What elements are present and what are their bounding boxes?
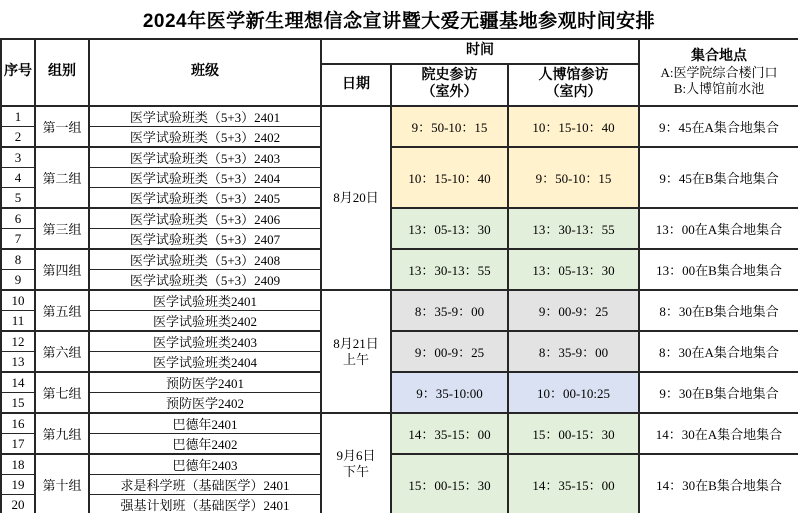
meeting-header-title: 集合地点 <box>691 48 747 64</box>
class-cell: 强基计划班（基础医学）2401 <box>89 495 321 513</box>
date-line1: 8月21日 <box>333 335 379 351</box>
col-header-group: 组别 <box>35 39 89 106</box>
class-cell: 医学试验班类（5+3）2406 <box>89 208 321 229</box>
meeting-cell: 14：30在B集合地集合 <box>639 454 798 513</box>
class-cell: 巴德年2401 <box>89 413 321 434</box>
meeting-cell: 9：45在B集合地集合 <box>639 147 798 208</box>
history-time-cell: 14：35-15：00 <box>391 413 508 454</box>
row-number-cell: 13 <box>1 352 35 373</box>
museum-time-cell: 9：00-9：25 <box>508 290 639 331</box>
row-number-cell: 9 <box>1 270 35 291</box>
history-time-cell: 9：35-10:00 <box>391 372 508 413</box>
class-cell: 医学试验班类（5+3）2409 <box>89 270 321 291</box>
group-cell: 第二组 <box>35 147 89 208</box>
row-number-cell: 18 <box>1 454 35 475</box>
class-cell: 医学试验班类（5+3）2407 <box>89 229 321 250</box>
group-cell: 第四组 <box>35 249 89 290</box>
museum-time-cell: 10：15-10：40 <box>508 106 639 147</box>
class-cell: 求是科学班（基础医学）2401 <box>89 475 321 495</box>
museum-visit-sublabel: （室内） <box>545 85 602 100</box>
col-header-class: 班级 <box>89 39 321 106</box>
row-number-cell: 7 <box>1 229 35 250</box>
group-cell: 第一组 <box>35 106 89 147</box>
meeting-cell: 8：30在B集合地集合 <box>639 290 798 331</box>
class-cell: 医学试验班类2403 <box>89 331 321 352</box>
col-header-no: 序号 <box>1 39 35 106</box>
col-header-meeting <box>639 39 798 106</box>
class-cell: 医学试验班类2404 <box>89 352 321 373</box>
meeting-cell: 13：00在A集合地集合 <box>639 208 798 249</box>
group-cell: 第七组 <box>35 372 89 413</box>
class-cell: 医学试验班类（5+3）2404 <box>89 168 321 188</box>
group-cell: 第三组 <box>35 208 89 249</box>
date-line1: 8月20日 <box>333 190 379 206</box>
museum-time-cell: 9：50-10：15 <box>508 147 639 208</box>
col-header-time: 时间 <box>321 39 639 64</box>
meeting-cell: 14：30在A集合地集合 <box>639 413 798 454</box>
row-number-cell: 6 <box>1 208 35 229</box>
history-time-cell: 10：15-10：40 <box>391 147 508 208</box>
museum-visit-label: 人博馆参访 <box>538 68 609 84</box>
row-number-cell: 2 <box>1 127 35 148</box>
row-number-cell: 15 <box>1 393 35 414</box>
page-title: 2024年医学新生理想信念宣讲暨大爱无疆基地参观时间安排 <box>142 10 656 32</box>
class-cell: 巴德年2402 <box>89 434 321 455</box>
history-time-cell: 9：50-10：15 <box>391 106 508 147</box>
meeting-cell: 13：00在B集合地集合 <box>639 249 798 290</box>
row-number-cell: 5 <box>1 188 35 209</box>
class-cell: 医学试验班类2402 <box>89 311 321 332</box>
group-cell: 第十组 <box>35 454 89 513</box>
museum-time-cell: 13：30-13：55 <box>508 208 639 249</box>
date-line1: 9月6日 <box>336 448 376 464</box>
class-cell: 医学试验班类2401 <box>89 290 321 311</box>
date-cell <box>321 290 391 413</box>
row-number-cell: 12 <box>1 331 35 352</box>
class-cell: 医学试验班类（5+3）2401 <box>89 106 321 127</box>
museum-time-cell: 10：00-10:25 <box>508 372 639 413</box>
date-line2: 下午 <box>342 464 369 479</box>
date-cell <box>321 413 391 513</box>
history-time-cell: 9：00-9：25 <box>391 331 508 372</box>
row-number-cell: 16 <box>1 413 35 434</box>
class-cell: 医学试验班类（5+3）2402 <box>89 127 321 148</box>
museum-time-cell: 15：00-15：30 <box>508 413 639 454</box>
row-number-cell: 14 <box>1 372 35 393</box>
col-header-museum-visit <box>508 64 639 106</box>
history-time-cell: 8：35-9：00 <box>391 290 508 331</box>
meeting-point-a: A:医学院综合楼门口 <box>660 65 778 80</box>
row-number-cell: 3 <box>1 147 35 168</box>
schedule-table <box>0 38 798 513</box>
class-cell: 预防医学2401 <box>89 372 321 393</box>
col-header-history-visit <box>391 64 508 106</box>
history-time-cell: 13：05-13：30 <box>391 208 508 249</box>
meeting-point-b: B:人博馆前水池 <box>673 81 765 97</box>
group-cell: 第五组 <box>35 290 89 331</box>
meeting-cell: 9：45在A集合地集合 <box>639 106 798 147</box>
history-time-cell: 15：00-15：30 <box>391 454 508 513</box>
date-line2: 上午 <box>342 351 369 367</box>
class-cell: 医学试验班类（5+3）2403 <box>89 147 321 168</box>
row-number-cell: 8 <box>1 249 35 270</box>
history-time-cell: 13：30-13：55 <box>391 249 508 290</box>
class-cell: 医学试验班类（5+3）2408 <box>89 249 321 270</box>
row-number-cell: 1 <box>1 106 35 127</box>
row-number-cell: 11 <box>1 311 35 332</box>
museum-time-cell: 13：05-13：30 <box>508 249 639 290</box>
date-cell <box>321 106 391 290</box>
class-cell: 医学试验班类（5+3）2405 <box>89 188 321 209</box>
meeting-cell: 8：30在A集合地集合 <box>639 331 798 372</box>
row-number-cell: 4 <box>1 168 35 188</box>
meeting-cell: 9：30在B集合地集合 <box>639 372 798 413</box>
row-number-cell: 10 <box>1 290 35 311</box>
class-cell: 预防医学2402 <box>89 393 321 414</box>
col-header-date: 日期 <box>321 64 391 106</box>
history-visit-label: 院史参访 <box>421 68 478 84</box>
row-number-cell: 17 <box>1 434 35 455</box>
history-visit-sublabel: （室外） <box>421 85 478 100</box>
row-number-cell: 19 <box>1 475 35 495</box>
row-number-cell: 20 <box>1 495 35 513</box>
group-cell: 第九组 <box>35 413 89 454</box>
museum-time-cell: 8：35-9：00 <box>508 331 639 372</box>
group-cell: 第六组 <box>35 331 89 372</box>
class-cell: 巴德年2403 <box>89 454 321 475</box>
museum-time-cell: 14：35-15：00 <box>508 454 639 513</box>
